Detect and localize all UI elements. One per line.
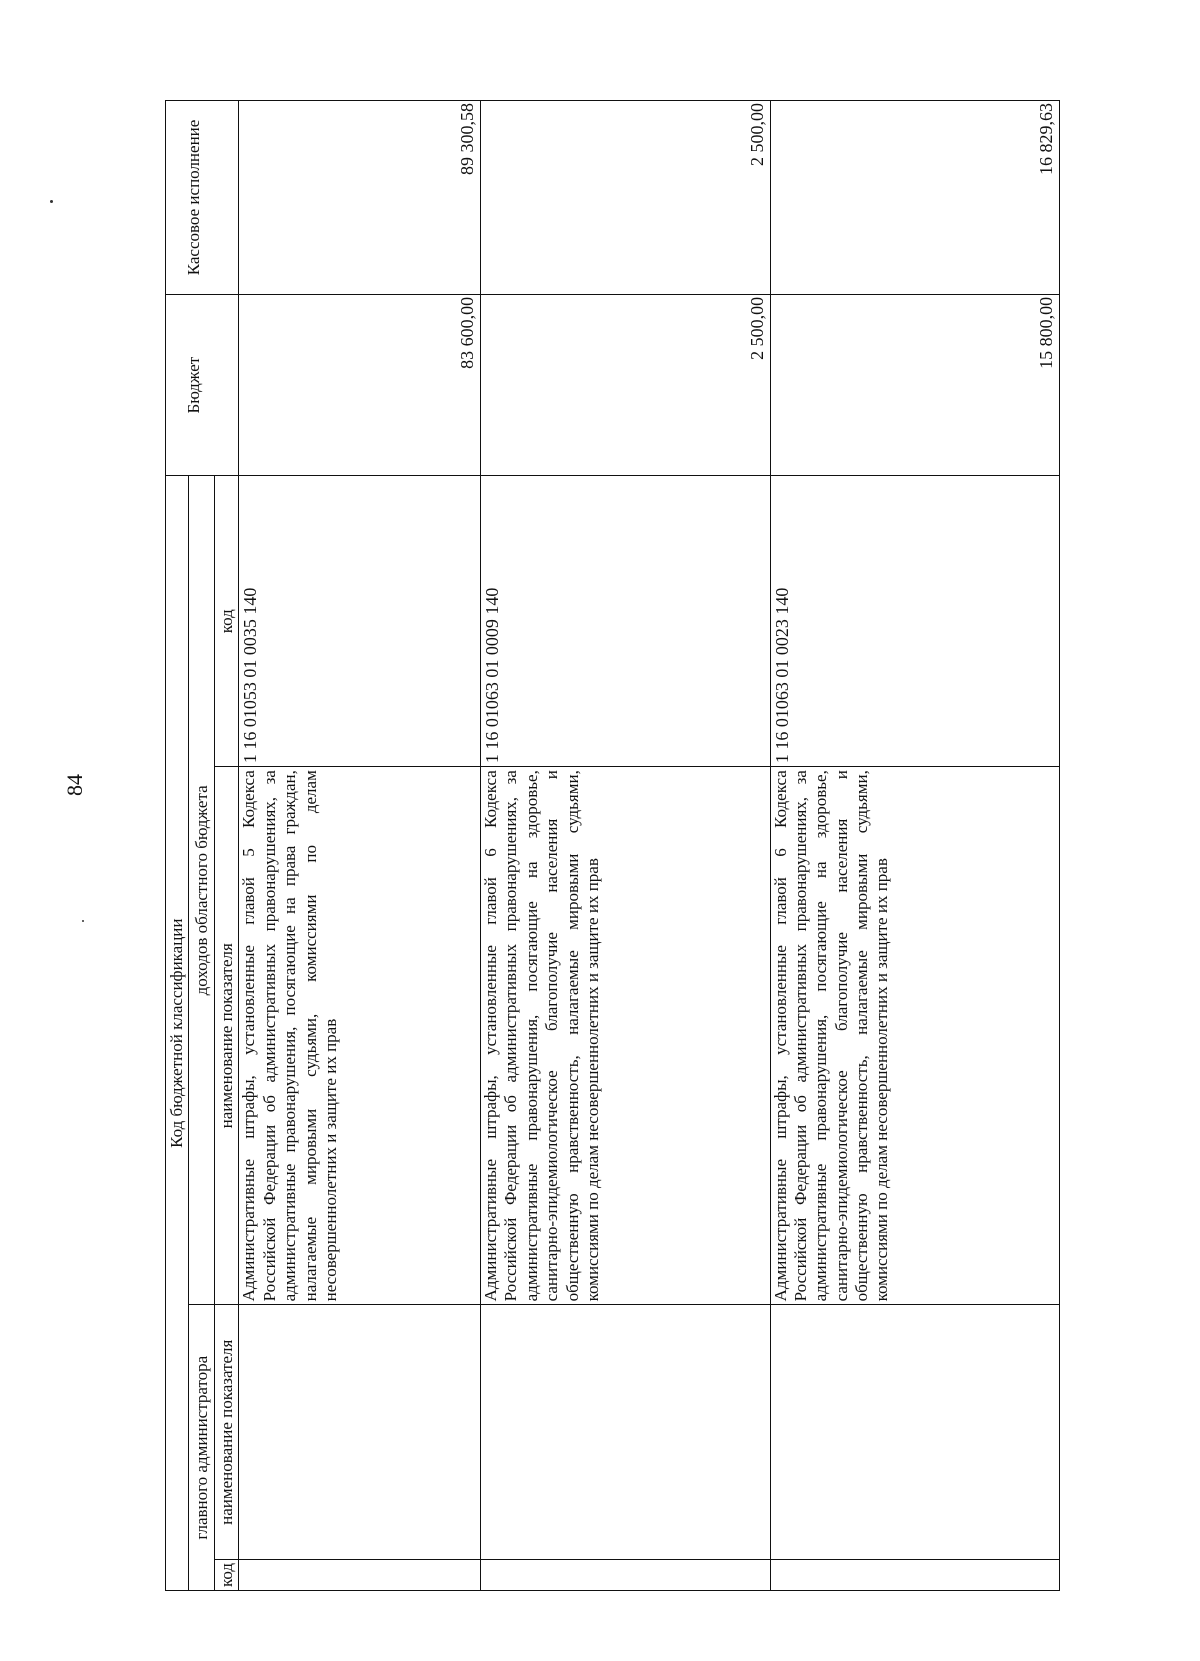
indicator-name-cell: Административные штрафы, установленные главой 6 Кодекса Российской Федерации об административных правонарушениях, за административные правонарушения, посягающие на здоровье, санитарно-эпидемиологическое благополучие населения и общественную нравственность, налагаемые мировыми судьями, комиссиями по делам несовершеннолетних и защите их прав <box>481 767 770 1305</box>
budget-classification-table <box>165 100 1060 1591</box>
header-budget: Бюджет <box>166 294 239 475</box>
budget-cell: 83 600,00 <box>239 294 481 475</box>
indicator-name-cell: Административные штрафы, установленные главой 6 Кодекса Российской Федерации об административных правонарушениях, за административные правонарушения, посягающие на здоровье, санитарно-эпидемиологическое благополучие населения и общественную нравственность, налагаемые мировыми судьями, комиссиями по делам несовершеннолетних и защите их прав <box>770 767 1060 1305</box>
page-number: 84 <box>62 774 87 796</box>
income-code-cell: 1 16 01063 01 0009 140 <box>481 476 770 767</box>
header-execution: Кассовое исполнение <box>166 101 239 295</box>
header-admin-group: главного администратора <box>189 1305 215 1591</box>
header-income-code: код <box>215 476 239 767</box>
scan-speck <box>82 920 84 922</box>
indicator-name-cell: Административные штрафы, установленные главой 5 Кодекса Российской Федерации об административных правонарушениях, за административные правонарушения, посягающие на права граждан, налагаемые мировыми судьями, комиссиями по делам несовершеннолетних и защите их прав <box>239 767 481 1305</box>
header-admin-code: код <box>215 1560 239 1591</box>
header-income-name: наименование показателя <box>215 767 239 1305</box>
income-code-cell: 1 16 01053 01 0035 140 <box>239 476 481 767</box>
execution-cell: 89 300,58 <box>239 101 481 295</box>
income-code-cell: 1 16 01063 01 0023 140 <box>770 476 1060 767</box>
scan-speck <box>50 200 53 203</box>
admin-name-cell <box>239 1305 481 1560</box>
budget-cell: 15 800,00 <box>770 294 1060 475</box>
execution-cell: 2 500,00 <box>481 101 770 295</box>
table-row <box>239 101 481 1591</box>
admin-code-cell <box>481 1560 770 1591</box>
header-classification: Код бюджетной классификации <box>166 476 189 1591</box>
admin-code-cell <box>770 1560 1060 1591</box>
header-income-group: доходов областного бюджета <box>189 476 215 1305</box>
admin-code-cell <box>239 1560 481 1591</box>
budget-cell: 2 500,00 <box>481 294 770 475</box>
admin-name-cell <box>481 1305 770 1560</box>
header-admin-name: наименование показателя <box>215 1305 239 1560</box>
table-row <box>770 101 1060 1591</box>
admin-name-cell <box>770 1305 1060 1560</box>
execution-cell: 16 829,63 <box>770 101 1060 295</box>
rotated-table-container <box>165 100 1060 1591</box>
table-row <box>481 101 770 1591</box>
